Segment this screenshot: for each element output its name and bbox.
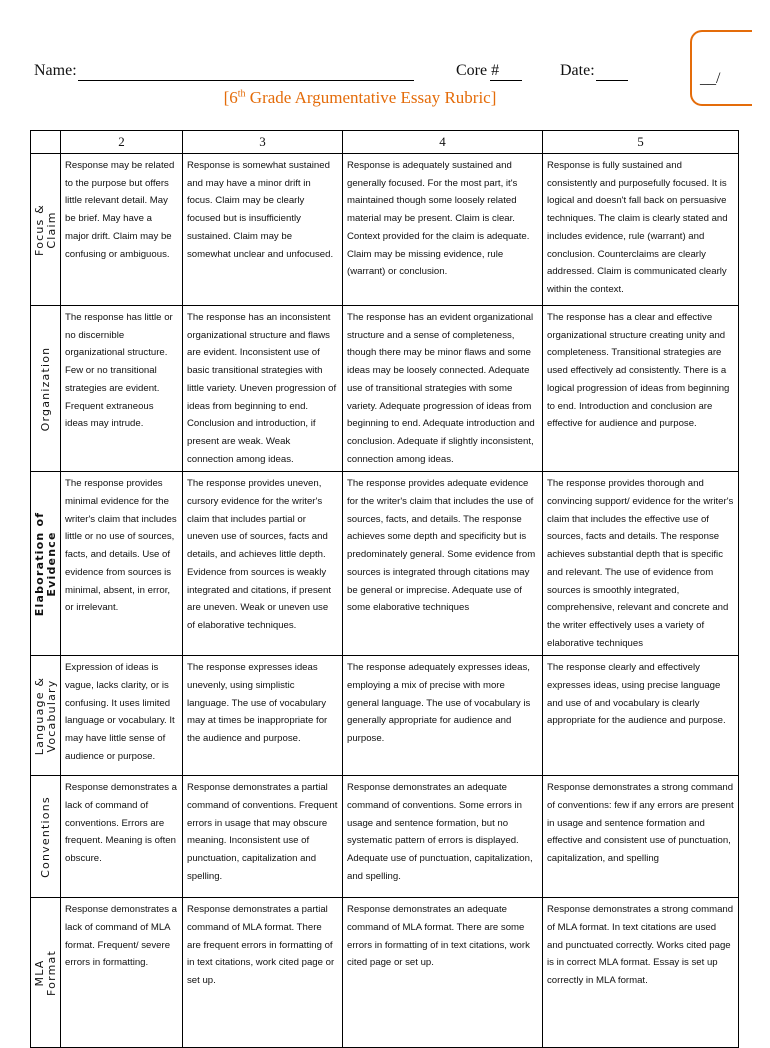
rubric-cell: Response demonstrates a lack of command of MLA format. Frequent/ severe errors in formatting. (61, 898, 183, 1048)
category-cell (31, 154, 61, 306)
category-label: Language & Vocabulary (32, 676, 58, 756)
rubric-cell: Response demonstrates a partial command of MLA format. There are frequent errors in formatting of in text citations, work cited page or set up. (183, 898, 343, 1048)
category-label: Organization (38, 346, 52, 432)
table-row (31, 306, 739, 472)
rubric-cell: Response is fully sustained and consistently and purposefully focused. It is logical and doesn't fall back on persuasive techniques. The claim is clearly stated and includes evidence, rule (warrant) and conclusion. Counterclaims are clearly addressed. Claim is communicated clearly within the context. (543, 154, 739, 306)
rubric-cell: The response provides adequate evidence for the writer's claim that includes the use of sources, facts, and details. The response achieves some depth and specificity but is predominately general. Some evidence from sources is integrated through citations may be general or imprecise. Adequate use of some elaborative techniques (343, 472, 543, 656)
rubric-cell: Response demonstrates a partial command of conventions. Frequent errors in usage that may obscure meaning. Inconsistent use of punctuation, capitalization and spelling. (183, 776, 343, 898)
rubric-cell: Response is somewhat sustained and may have a minor drift in focus. Claim may be clearly focused but is insufficiently sustained. Claim may be somewhat unclear and unfocused. (183, 154, 343, 306)
name-field-line[interactable] (78, 80, 414, 81)
column-header: 5 (543, 131, 739, 154)
column-header: 2 (61, 131, 183, 154)
rubric-cell: The response has an inconsistent organizational structure and flaws are evident. Inconsistent use of basic transitional strategies with little variety. Uneven progression of ideas from beginning to end. Conclusion and introduction, if present are weak. Weak connection among ideas. (183, 306, 343, 472)
core-label: Core # (456, 62, 500, 79)
rubric-cell: The response provides thorough and convincing support/ evidence for the writer's claim that includes the effective use of sources, facts and details. The response achieves substantial depth that is specific and relevant. The use of evidence from sources is smoothly integrated, comprehensive, relevant and concrete and the writer effectively uses a variety of elaborative techniques (543, 472, 739, 656)
column-header (31, 131, 61, 154)
rubric-cell: The response provides minimal evidence for the writer's claim that includes little or no use of sources, facts, and details. Use of evidence from sources is minimal, absent, in error, or irrelevant. (61, 472, 183, 656)
rubric-cell: The response has a clear and effective organizational structure creating unity and completeness. Transitional strategies are used effectively ad consistently. There is a logical progression of ideas from beginning to end. Introduction and conclusion are effective for audience and purpose. (543, 306, 739, 472)
category-cell (31, 898, 61, 1048)
date-field-line[interactable] (596, 80, 628, 81)
rubric-cell: The response expresses ideas unevenly, using simplistic language. The use of vocabulary may at times be inappropriate for the audience and purpose. (183, 656, 343, 776)
name-label: Name: (34, 62, 77, 79)
rubric-cell: The response has little or no discernible organizational structure. Few or no transitional strategies are evident. Frequent extraneous ideas may intrude. (61, 306, 183, 472)
header (34, 62, 734, 86)
category-cell (31, 776, 61, 898)
rubric-cell: The response provides uneven, cursory evidence for the writer's claim that includes partial or uneven use of sources, facts and details, and achieves little depth. Evidence from sources is weakly integrated and citations, if present are uneven. Weak or uneven use of elaborative techniques. (183, 472, 343, 656)
score-blank: __/ (700, 70, 721, 87)
rubric-cell: Response is adequately sustained and generally focused. For the most part, it's maintained though some loosely related material may be present. Claim is clear. Context provided for the claim is adequate. Claim may be missing evidence, rule (warrant) or conclusion. (343, 154, 543, 306)
category-label: Focus & Claim (32, 203, 58, 256)
category-label: Conventions (38, 796, 52, 878)
table-row (31, 472, 739, 656)
table-row (31, 898, 739, 1048)
category-cell (31, 306, 61, 472)
rubric-cell: Expression of ideas is vague, lacks clarity, or is confusing. It uses limited language or vocabulary. It may have little sense of audience or purpose. (61, 656, 183, 776)
rubric-cell: The response clearly and effectively expresses ideas, using precise language and use of and vocabulary is clearly appropriate for the audience and purpose. (543, 656, 739, 776)
rubric-cell: Response demonstrates a lack of command of conventions. Errors are frequent. Meaning is often obscure. (61, 776, 183, 898)
page-title: [6th Grade Argumentative Essay Rubric] (223, 88, 497, 107)
rubric-cell: Response demonstrates an adequate command of conventions. Some errors in usage and sentence formation, but no systematic pattern of errors is displayed. Adequate use of punctuation, capitalization, and spelling. (343, 776, 543, 898)
table-row (31, 154, 739, 306)
rubric-cell: Response demonstrates an adequate command of MLA format. There are some errors in formatting of in text citations, work cited page or set up. (343, 898, 543, 1048)
rubric-cell: Response demonstrates a strong command of conventions: few if any errors are present in usage and sentence formation and effective and consistent use of punctuation, capitalization, and spelling (543, 776, 739, 898)
table-row (31, 776, 739, 898)
category-cell (31, 472, 61, 656)
rubric-cell: Response demonstrates a strong command of MLA format. In text citations are used and punctuated correctly. Works cited page is in correct MLA format. Essay is set up correctly in MLA format. (543, 898, 739, 1048)
rubric-cell: The response adequately expresses ideas, employing a mix of precise with more general language. The use of vocabulary is generally appropriate for audience and purpose. (343, 656, 543, 776)
category-label: MLA Format (32, 949, 58, 996)
header-row (31, 131, 739, 154)
column-header: 3 (183, 131, 343, 154)
core-field-line[interactable] (490, 80, 522, 81)
category-label: Elaboration of Evidence (32, 511, 58, 617)
category-cell (31, 656, 61, 776)
rubric-table (30, 130, 739, 1048)
column-header: 4 (343, 131, 543, 154)
rubric-cell: The response has an evident organizational structure and a sense of completeness, though there may be minor flaws and some ideas may be loosely connected. Adequate use of transitional strategies with some variety. Adequate progression of ideas from beginning to end. Adequate introduction and conclusion. Adequate if slightly inconsistent, connection among ideas. (343, 306, 543, 472)
date-label: Date: (560, 62, 595, 79)
rubric-cell: Response may be related to the purpose but offers little relevant detail. May be brief. May have a major drift. Claim may be confusing or ambiguous. (61, 154, 183, 306)
table-row (31, 656, 739, 776)
